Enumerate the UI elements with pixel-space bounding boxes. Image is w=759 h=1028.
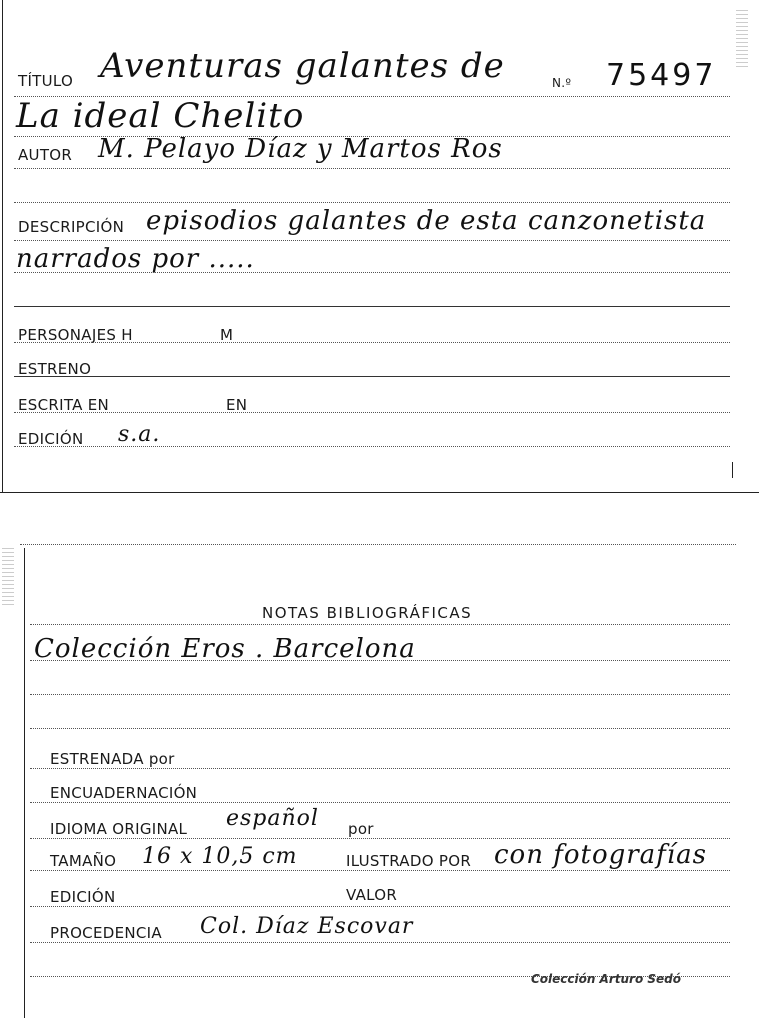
idioma-value: español bbox=[226, 806, 319, 831]
card-edge-speckle-left bbox=[2, 548, 14, 608]
numero-label: N.º bbox=[552, 76, 572, 90]
estreno-label: ESTRENO bbox=[18, 360, 92, 378]
estrenada-rule bbox=[30, 768, 730, 769]
edicion-value: s.a. bbox=[118, 422, 161, 447]
card-divider bbox=[0, 492, 759, 493]
card-left-edge bbox=[24, 548, 25, 1018]
edicion-label: EDICIÓN bbox=[18, 430, 84, 448]
edicion-rule bbox=[14, 446, 730, 447]
personajes-rule bbox=[14, 342, 730, 343]
titulo-value-line2: La ideal Chelito bbox=[16, 96, 305, 136]
idioma-label: IDIOMA ORIGINAL bbox=[50, 820, 188, 838]
idioma-rule bbox=[30, 838, 730, 839]
escrita-en-label: EN bbox=[226, 396, 248, 414]
autor-value: M. Pelayo Díaz y Martos Ros bbox=[98, 134, 503, 164]
blank-rule-2 bbox=[14, 306, 730, 307]
encuadernacion-label: ENCUADERNACIÓN bbox=[50, 784, 198, 802]
procedencia-value: Col. Díaz Escovar bbox=[200, 914, 414, 939]
descripcion-rule-2 bbox=[14, 272, 730, 273]
escrita-label: ESCRITA EN bbox=[18, 396, 110, 414]
tamano-value: 16 x 10,5 cm bbox=[142, 844, 298, 869]
card-edge-speckle bbox=[736, 10, 748, 70]
encuadernacion-rule bbox=[30, 802, 730, 803]
escrita-rule bbox=[14, 412, 730, 413]
descripcion-rule bbox=[14, 240, 730, 241]
tamano-label: TAMAÑO bbox=[50, 852, 117, 870]
estrenada-label: ESTRENADA por bbox=[50, 750, 175, 768]
titulo-value: Aventuras galantes de bbox=[100, 46, 505, 86]
autor-rule bbox=[14, 168, 730, 169]
notas-rule-4 bbox=[30, 728, 730, 729]
valor-label: VALOR bbox=[346, 886, 398, 904]
card-left-edge bbox=[2, 0, 3, 492]
descripcion-value: episodios galantes de esta canzonetista bbox=[146, 206, 707, 236]
ilustrado-value: con fotografías bbox=[494, 840, 707, 870]
top-rule bbox=[20, 544, 736, 545]
personajes-label: PERSONAJES H bbox=[18, 326, 133, 344]
blank-rule-1 bbox=[14, 202, 730, 203]
catalog-card-front bbox=[0, 0, 759, 492]
titulo-label: TÍTULO bbox=[18, 72, 74, 90]
collection-stamp: Colección Arturo Sedó bbox=[530, 972, 681, 986]
notas-heading: NOTAS BIBLIOGRÁFICAS bbox=[262, 604, 473, 622]
notas-rule-2 bbox=[30, 660, 730, 661]
procedencia-rule bbox=[30, 942, 730, 943]
notas-line-1: Colección Eros . Barcelona bbox=[34, 634, 416, 664]
personajes-m-label: M bbox=[220, 326, 234, 344]
edicion-back-rule bbox=[30, 906, 730, 907]
descripcion-label: DESCRIPCIÓN bbox=[18, 218, 125, 236]
autor-label: AUTOR bbox=[18, 146, 73, 164]
numero-value: 75497 bbox=[606, 58, 717, 93]
estreno-rule bbox=[14, 376, 730, 377]
procedencia-label: PROCEDENCIA bbox=[50, 924, 162, 942]
catalog-card-back bbox=[0, 500, 759, 1028]
descripcion-value-line2: narrados por ..... bbox=[16, 244, 255, 274]
card-tick bbox=[732, 462, 733, 478]
notas-rule-3 bbox=[30, 694, 730, 695]
ilustrado-label: ILUSTRADO POR bbox=[346, 852, 472, 870]
tamano-rule bbox=[30, 870, 730, 871]
notas-rule-1 bbox=[30, 624, 730, 625]
idioma-por-label: por bbox=[348, 820, 374, 838]
edicion-back-label: EDICIÓN bbox=[50, 888, 116, 906]
